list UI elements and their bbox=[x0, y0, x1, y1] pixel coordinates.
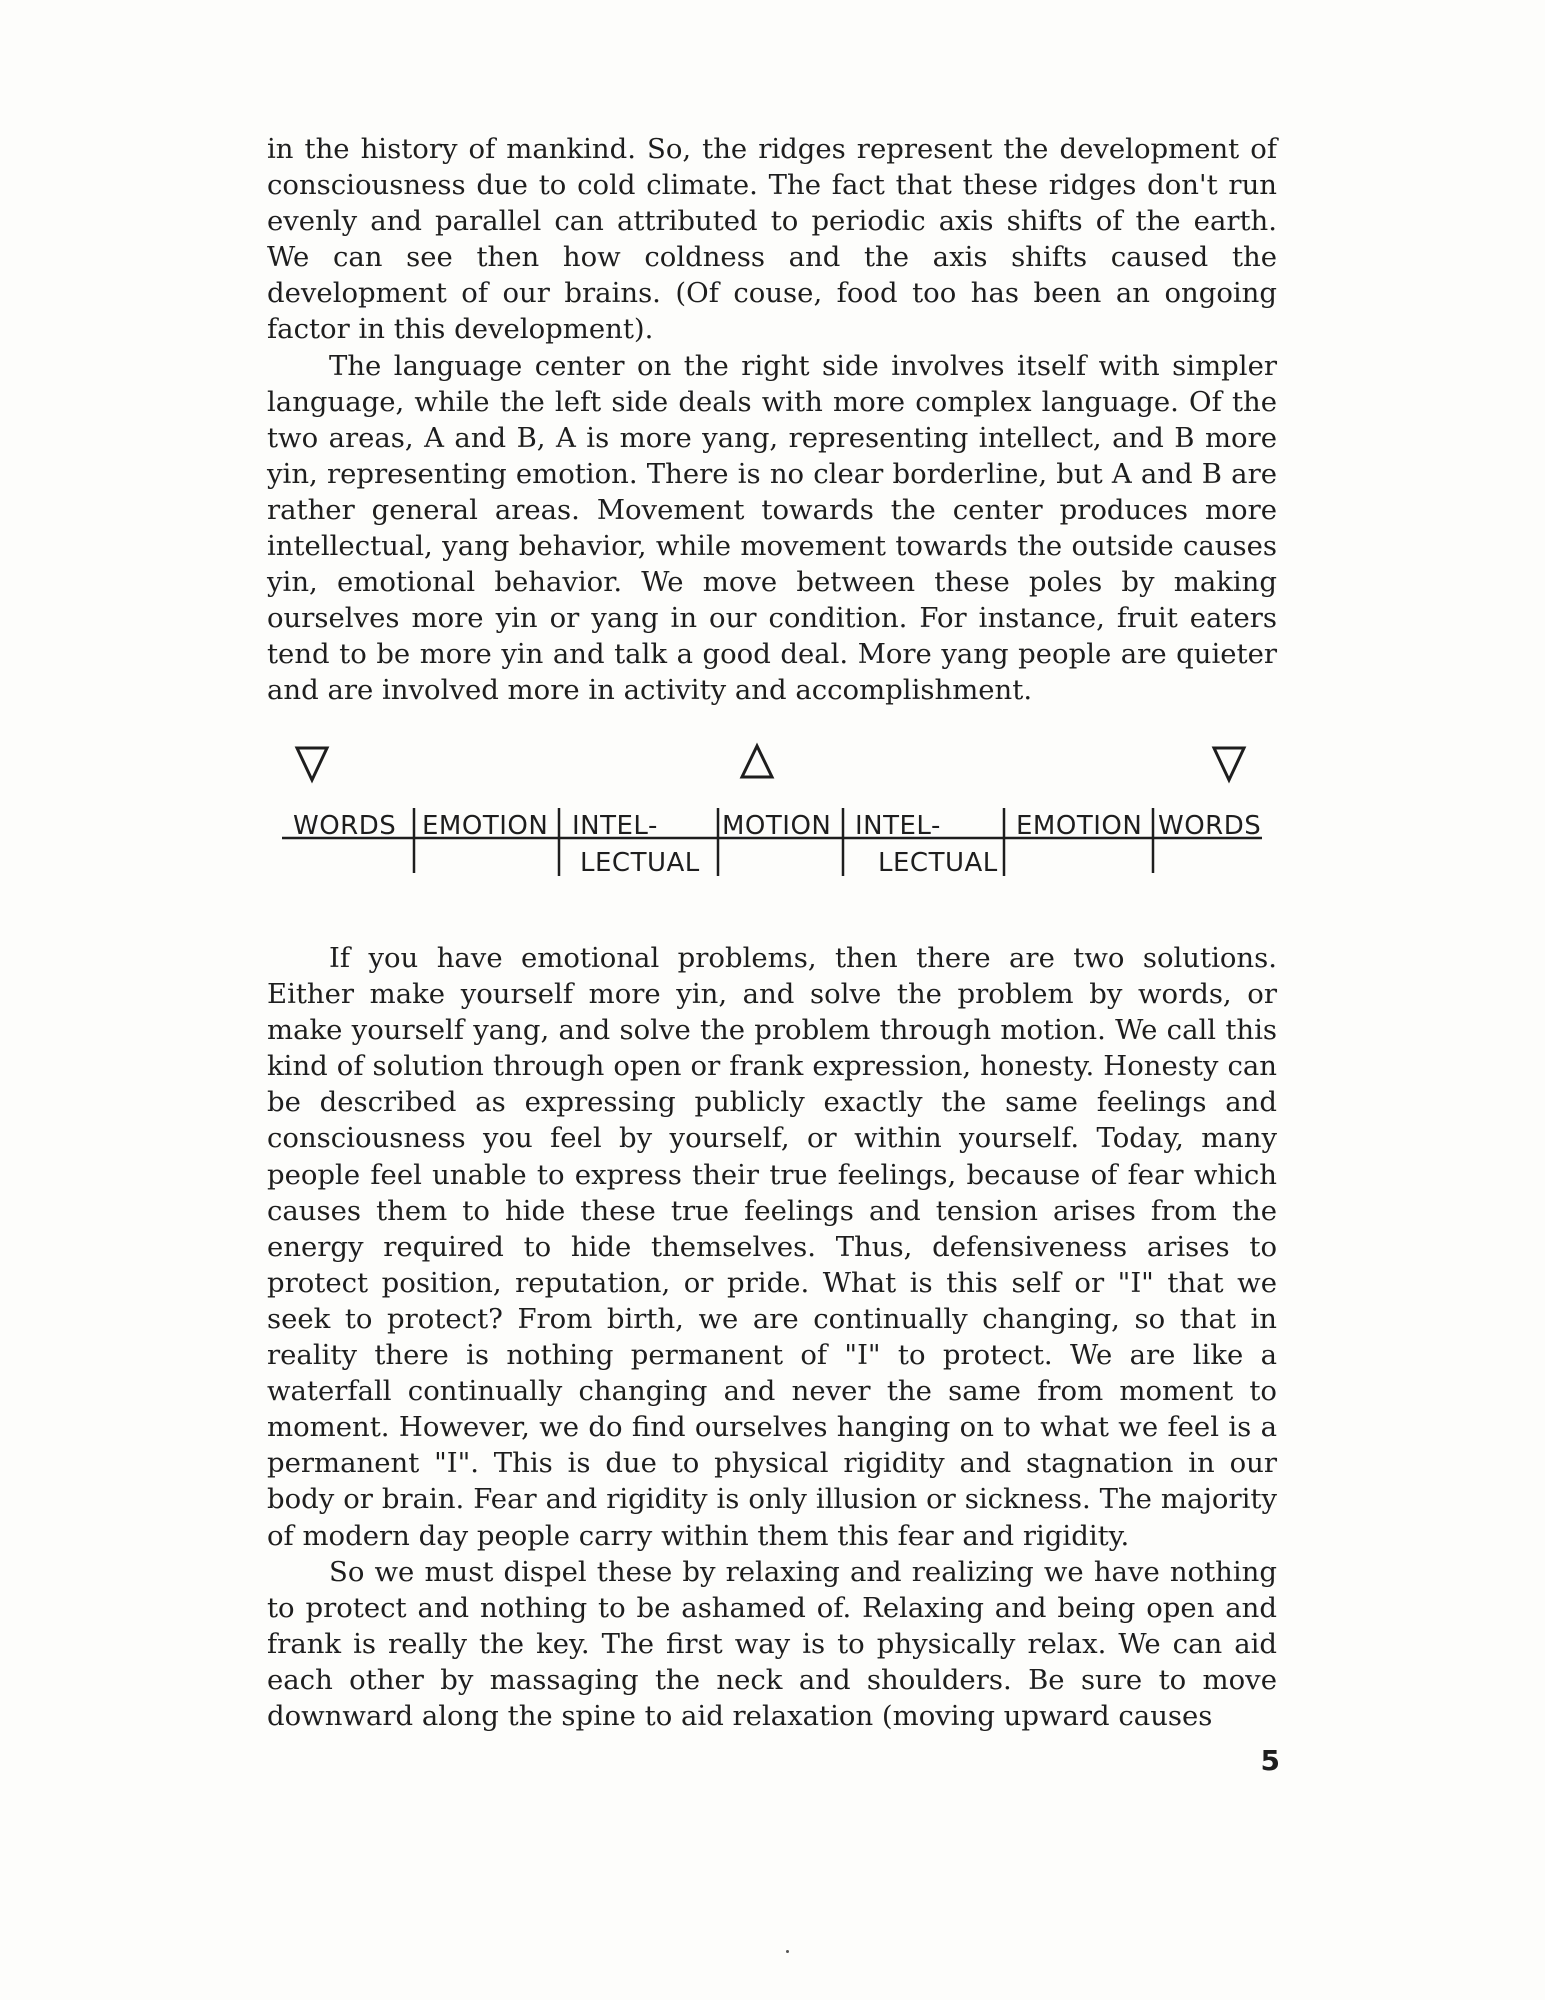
body-text-bottom bbox=[267, 940, 1277, 1734]
label-lectual-left: LECTUAL bbox=[580, 848, 700, 878]
label-emotion-right: EMOTION bbox=[1016, 811, 1143, 841]
label-intel-left: INTEL- bbox=[572, 811, 658, 841]
label-words-right: WORDS bbox=[1158, 811, 1262, 841]
paragraph-4: So we must dispel these by relaxing and realizing we have nothing to protect and nothing to be ashamed of. Relaxing and being open and frank is really the key. The first way is to physically relax. We can aid each other by massaging the neck and shoulders. Be sure to move downward along the spine to aid relaxation (moving upward causes bbox=[267, 1555, 1277, 1732]
label-motion: MOTION bbox=[722, 811, 832, 841]
scan-speck bbox=[786, 1950, 789, 1953]
paragraph-3: If you have emotional problems, then there are two solutions. Either make yourself more yin, and solve the problem by words, or make yourself yang, and solve the problem through motion. We call this kind of solution through open or frank expression, honesty. Honesty can be described as expressing publicly exactly the same feelings and consciousness you feel by yourself, or within yourself. Today, many people feel unable to express their true feelings, because of fear which causes them to hide these true feelings and tension arises from the energy required to hide themselves. Thus, defensiveness arises to protect position, reputation, or pride. What is this self or "I" that we seek to protect? From birth, we are continually changing, so that in reality there is nothing permanent of "I" to protect. We are like a waterfall continually changing and never the same from moment to moment. However, we do find ourselves hanging on to what we feel is a permanent "I". This is due to physical rigidity and stagnation in our body or brain. Fear and rigidity is only illusion or sickness. The majority of modern day people carry within them this fear and rigidity. bbox=[267, 942, 1277, 1552]
yin-triangle-right-icon bbox=[1214, 748, 1244, 780]
body-text-top bbox=[267, 131, 1277, 709]
paragraph-1: in the history of mankind. So, the ridges represent the development of consciousness due to cold climate. The fact that these ridges don't run evenly and parallel can attributed to periodic axis shifts of the earth. We can see then how coldness and the axis shifts caused the development of our brains. (Of couse, food too has been an ongoing factor in this development). bbox=[267, 133, 1277, 346]
page-number: 5 bbox=[1260, 1744, 1280, 1777]
label-intel-right: INTEL- bbox=[855, 811, 941, 841]
yin-triangle-left-icon bbox=[297, 748, 327, 780]
yang-triangle-center-icon bbox=[742, 746, 772, 777]
label-lectual-right: LECTUAL bbox=[878, 848, 998, 878]
label-words-left: WORDS bbox=[293, 811, 397, 841]
paragraph-2: The language center on the right side involves itself with simpler language, while the left side deals with more complex language. Of the two areas, A and B, A is more yang, representing intellect, and B more yin, representing emotion. There is no clear borderline, but A and B are rather general areas. Movement towards the center produces more intellectual, yang behavior, while movement towards the outside causes yin, emotional behavior. We move between these poles by making ourselves more yin or yang in our condition. For instance, fruit eaters tend to be more yin and talk a good deal. More yang people are quieter and are involved more in activity and accomplishment. bbox=[267, 349, 1277, 707]
label-emotion-left: EMOTION bbox=[422, 811, 549, 841]
